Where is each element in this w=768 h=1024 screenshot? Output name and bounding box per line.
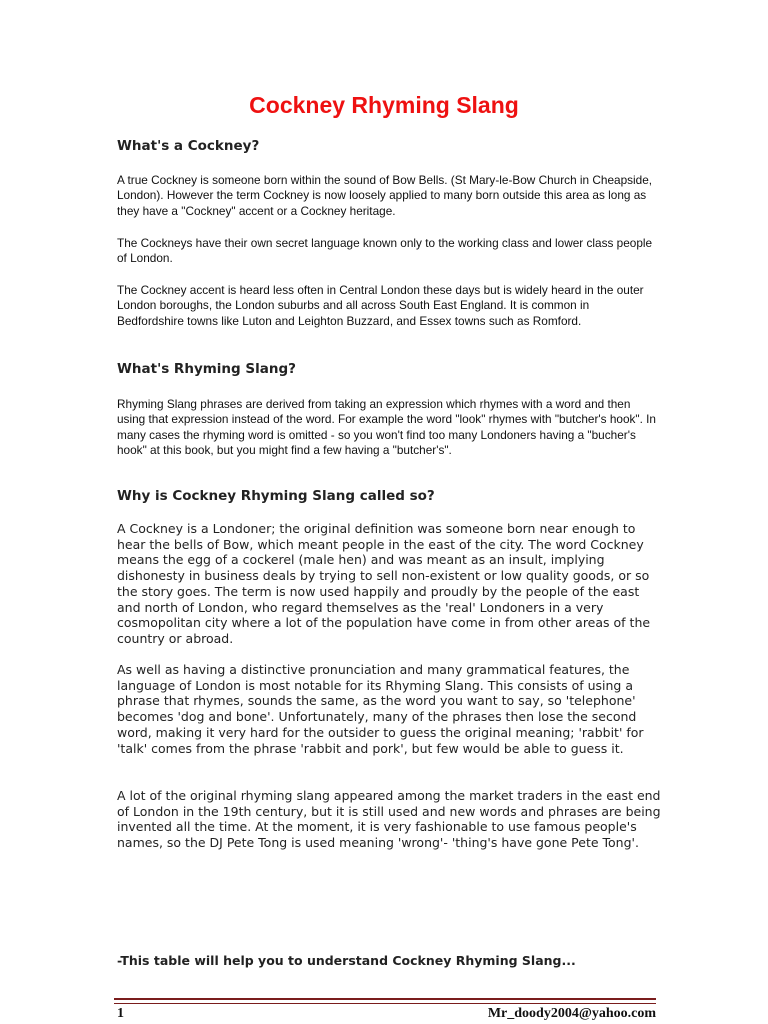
section-heading-whats-a-cockney: What's a Cockney? — [117, 138, 260, 154]
footer-rule — [114, 998, 656, 1000]
paragraph: As well as having a distinctive pronunciation and many grammatical features, the language of London is most notable for its Rhyming Slang. This consists of using a phrase that rhymes, sounds the same, as the word you want to say, so 'telephone' becomes 'dog and bone'. Unfortunately, many of the phrases then lose the second word, making it very hard for the outsider to guess the original meaning; 'rabbit' for 'talk' comes from the phrase 'rabbit and pork', but few would be able to guess it. — [117, 662, 644, 756]
section-heading-why-called-so: Why is Cockney Rhyming Slang called so? — [117, 488, 435, 504]
table-note: -This table will help you to understand Cockney Rhyming Slang... — [117, 953, 576, 968]
paragraph: The Cockney accent is heard less often in Central London these days but is widely heard in the outer London boroughs, the London suburbs and all across South East England. It is common in Bedfordshire towns like Luton and Leighton Buzzard, and Essex towns such as Romford. — [117, 283, 644, 328]
paragraph: A Cockney is a Londoner; the original definition was someone born near enough to hear the bells of Bow, which meant people in the east of the city. The word Cockney means the egg of a cockerel (male hen) and was meant as an insult, implying dishonesty in business deals by trying to sell non-existent or low quality goods, or so the story goes. The term is now used happily and proudly by the people of the east and north of London, who regard themselves as the 'real' Londoners in a very cosmopolitan city where a lot of the population have come in from other areas of the country or abroad. — [117, 521, 651, 646]
paragraph: A true Cockney is someone born within the sound of Bow Bells. (St Mary-le-Bow Church in Cheapside, London). However the term Cockney is now loosely applied to many born outside this area as long as they have a "Cockney" accent or a Cockney heritage. — [117, 173, 653, 218]
paragraph: A lot of the original rhyming slang appeared among the market traders in the east end of London in the 19th century, but it is still used and new words and phrases are being invented all the time. At the moment, it is very fashionable to use famous people's names, so the DJ Pete Tong is used meaning 'wrong'- 'thing's have gone Pete Tong'. — [117, 788, 661, 851]
page-title: Cockney Rhyming Slang — [249, 92, 519, 118]
paragraph: Rhyming Slang phrases are derived from taking an expression which rhymes with a word and then using that expression instead of the word. For example the word "look" rhymes with "butcher's hook". In many cases the rhyming word is omitted - so you won't find too many Londoners having a "bucher's hook" at this book, but you might find a few having a "butcher's". — [117, 397, 656, 458]
section-heading-whats-rhyming-slang: What's Rhyming Slang? — [117, 361, 296, 377]
footer-rule-thin — [114, 1003, 656, 1004]
paragraph: The Cockneys have their own secret language known only to the working class and lower class people of London. — [117, 236, 653, 266]
footer-email: Mr_doody2004@yahoo.com — [487, 1006, 656, 1021]
page-number: 1 — [117, 1006, 124, 1021]
